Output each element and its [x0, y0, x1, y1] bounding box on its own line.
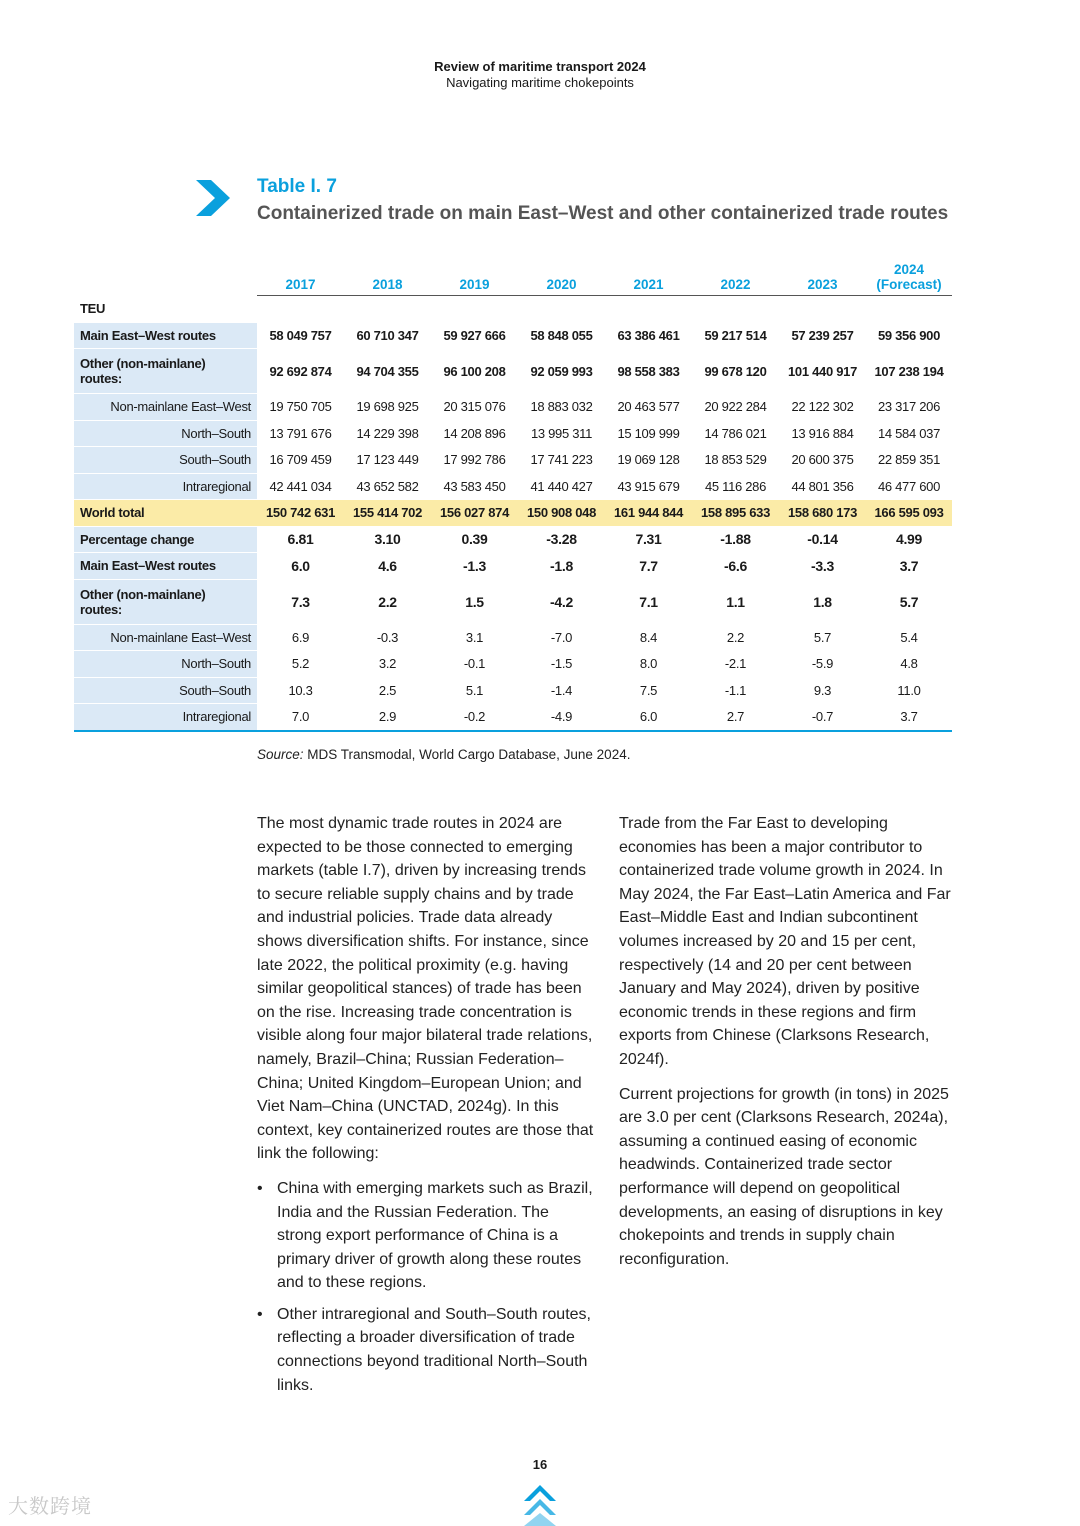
table-cell: 17 992 786	[431, 447, 518, 474]
table-row	[74, 447, 952, 474]
table-cell: 60 710 347	[344, 322, 431, 349]
publication-title: Review of maritime transport 2024	[434, 59, 646, 74]
table-row	[74, 420, 952, 447]
table-cell: 7.5	[605, 677, 692, 704]
year-header: 2018	[344, 262, 431, 296]
world-total-rows	[74, 500, 952, 527]
table-cell: 8.4	[605, 624, 692, 651]
table-cell: 20 315 076	[431, 394, 518, 421]
table-cell: 150 742 631	[257, 500, 344, 527]
table-cell: 101 440 917	[779, 349, 866, 394]
table-cell: 3.10	[344, 526, 431, 553]
table-cell: 107 238 194	[866, 349, 952, 394]
table-cell: 22 859 351	[866, 447, 952, 474]
table-cell: 6.9	[257, 624, 344, 651]
percentage-rows	[74, 526, 952, 731]
row-label: Other (non-mainlane) routes:	[74, 349, 257, 394]
row-label: North–South	[74, 420, 257, 447]
chevron-right-icon	[192, 178, 232, 218]
table-cell: 6.0	[605, 704, 692, 731]
table-cell: 5.1	[431, 677, 518, 704]
table-cell: 6.0	[257, 553, 344, 580]
table-cell: 19 750 705	[257, 394, 344, 421]
table-cell: 14 584 037	[866, 420, 952, 447]
table-title: Containerized trade on main East–West and other containerized trade routes	[257, 203, 949, 224]
watermark-logo: 大数跨境	[8, 1496, 92, 1518]
running-header	[0, 59, 1080, 91]
table-cell: -1.5	[518, 651, 605, 678]
table-cell: 5.7	[866, 579, 952, 624]
table-cell: 8.0	[605, 651, 692, 678]
table-cell: 20 922 284	[692, 394, 779, 421]
table-cell: 43 652 582	[344, 473, 431, 500]
table-cell: 4.6	[344, 553, 431, 580]
table-cell: 150 908 048	[518, 500, 605, 527]
table-cell: 41 440 427	[518, 473, 605, 500]
table-cell: 96 100 208	[431, 349, 518, 394]
table-row	[74, 579, 952, 624]
table-cell: 19 698 925	[344, 394, 431, 421]
row-label: South–South	[74, 677, 257, 704]
table-cell: -0.14	[779, 526, 866, 553]
table-cell: 1.1	[692, 579, 779, 624]
table-row	[74, 526, 952, 553]
table-cell: 58 049 757	[257, 322, 344, 349]
table-cell: 2.2	[344, 579, 431, 624]
table-cell: 7.0	[257, 704, 344, 731]
table-cell: -1.8	[518, 553, 605, 580]
table-row	[74, 553, 952, 580]
year-header: 2023	[779, 262, 866, 296]
table-header-row	[74, 262, 952, 296]
table-cell: 43 583 450	[431, 473, 518, 500]
table-cell: 158 895 633	[692, 500, 779, 527]
table-cell: 15 109 999	[605, 420, 692, 447]
table-cell: 92 692 874	[257, 349, 344, 394]
table-cell: -1.1	[692, 677, 779, 704]
table-cell: 14 208 896	[431, 420, 518, 447]
row-label: World total	[74, 500, 257, 527]
table-cell: 7.3	[257, 579, 344, 624]
year-header: 2021	[605, 262, 692, 296]
bullet-icon: •	[257, 1305, 263, 1323]
list-item: • Other intraregional and South–South routes, reflecting a broader diversification of trade connections beyond traditional North–South links.	[257, 1303, 597, 1397]
table-cell: 5.4	[866, 624, 952, 651]
table-cell: 14 786 021	[692, 420, 779, 447]
row-label: Percentage change	[74, 526, 257, 553]
forecast-year-header: 2024 (Forecast)	[866, 262, 952, 296]
publication-subtitle: Navigating maritime chokepoints	[446, 75, 634, 90]
table-cell: 2.2	[692, 624, 779, 651]
table-cell: 98 558 383	[605, 349, 692, 394]
table-cell: 18 853 529	[692, 447, 779, 474]
table-cell: -4.9	[518, 704, 605, 731]
table-cell: 17 741 223	[518, 447, 605, 474]
table-cell: 13 995 311	[518, 420, 605, 447]
table-cell: 16 709 459	[257, 447, 344, 474]
table-cell: 3.7	[866, 704, 952, 731]
table-cell: 5.2	[257, 651, 344, 678]
table-cell: 19 069 128	[605, 447, 692, 474]
table-row	[74, 677, 952, 704]
world-total-row	[74, 500, 952, 527]
page-number: 16	[532, 1457, 548, 1472]
row-label: South–South	[74, 447, 257, 474]
table-row	[74, 394, 952, 421]
table-cell: 23 317 206	[866, 394, 952, 421]
table-row	[74, 651, 952, 678]
row-label: Main East–West routes	[74, 553, 257, 580]
table-cell: 5.7	[779, 624, 866, 651]
row-label: North–South	[74, 651, 257, 678]
table-row	[74, 322, 952, 349]
table-cell: -1.88	[692, 526, 779, 553]
body-column-right	[619, 812, 959, 1282]
table-cell: 20 600 375	[779, 447, 866, 474]
bullet-list	[257, 1177, 597, 1397]
table-row	[74, 473, 952, 500]
table-cell: 7.1	[605, 579, 692, 624]
unit-row	[74, 296, 952, 323]
table-cell: 14 229 398	[344, 420, 431, 447]
year-header: 2017	[257, 262, 344, 296]
table-row	[74, 349, 952, 394]
table-cell: 94 704 355	[344, 349, 431, 394]
table-cell: -7.0	[518, 624, 605, 651]
table-cell: 92 059 993	[518, 349, 605, 394]
table-cell: 17 123 449	[344, 447, 431, 474]
table-cell: 0.39	[431, 526, 518, 553]
table-cell: -2.1	[692, 651, 779, 678]
table-cell: 2.7	[692, 704, 779, 731]
row-label: Non-mainlane East–West	[74, 394, 257, 421]
table-cell: 58 848 055	[518, 322, 605, 349]
table-cell: -5.9	[779, 651, 866, 678]
table-label: Table I. 7	[257, 176, 337, 197]
year-header: 2020	[518, 262, 605, 296]
table-cell: -3.3	[779, 553, 866, 580]
table-cell: -0.1	[431, 651, 518, 678]
table-cell: 7.31	[605, 526, 692, 553]
unit-label: TEU	[74, 296, 257, 323]
table-cell: 10.3	[257, 677, 344, 704]
table-cell: 99 678 120	[692, 349, 779, 394]
bullet-icon: •	[257, 1179, 263, 1197]
table-cell: 7.7	[605, 553, 692, 580]
body-paragraph: Trade from the Far East to developing economies has been a major contributor to containerized trade volume growth in 2024. In May 2024, the Far East–Latin America and Far East–Middle East and Indian subcontinent volumes increased by 20 and 15 per cent, respectively (14 and 20 per cent between January and May 2024), driven by positive economic trends in these regions and firm exports from Chinese (Clarksons Research, 2024f).	[619, 815, 951, 1068]
table-cell: 166 595 093	[866, 500, 952, 527]
table-cell: -3.28	[518, 526, 605, 553]
scroll-up-icon[interactable]	[520, 1483, 560, 1526]
table-cell: 13 916 884	[779, 420, 866, 447]
row-label: Non-mainlane East–West	[74, 624, 257, 651]
table-cell: 158 680 173	[779, 500, 866, 527]
table-cell: 6.81	[257, 526, 344, 553]
table-cell: 4.99	[866, 526, 952, 553]
table-cell: 42 441 034	[257, 473, 344, 500]
body-paragraph: The most dynamic trade routes in 2024 are expected to be those connected to emerging markets (table I.7), driven by increasing trends to secure reliable supply chains and by trade and industrial policies. Trade data already shows diversification shifts. For instance, since late 2022, the political proximity (e.g. having similar geopolitical stances) of trade has been on the rise. Increasing trade concentration is visible along four major bilateral trade relations, namely, Brazil–China; Russian Federation–China; United Kingdom–European Union; and Viet Nam–China (UNCTAD, 2024g). In this context, key containerized routes are those that link the following:	[257, 815, 594, 1163]
table-cell: 3.7	[866, 553, 952, 580]
table-cell: 161 944 844	[605, 500, 692, 527]
table-cell: -1.3	[431, 553, 518, 580]
table-cell: 46 477 600	[866, 473, 952, 500]
table-cell: 1.5	[431, 579, 518, 624]
table-cell: -0.3	[344, 624, 431, 651]
table-cell: 59 356 900	[866, 322, 952, 349]
row-label: Intraregional	[74, 704, 257, 731]
table-cell: -0.7	[779, 704, 866, 731]
table-cell: 59 927 666	[431, 322, 518, 349]
table-cell: -6.6	[692, 553, 779, 580]
row-label: Main East–West routes	[74, 322, 257, 349]
table-cell: 63 386 461	[605, 322, 692, 349]
table-cell: 2.9	[344, 704, 431, 731]
table-cell: 2.5	[344, 677, 431, 704]
table-row	[74, 704, 952, 731]
table-cell: 45 116 286	[692, 473, 779, 500]
table-cell: 156 027 874	[431, 500, 518, 527]
table-cell: 57 239 257	[779, 322, 866, 349]
table-cell: -0.2	[431, 704, 518, 731]
table-cell: 11.0	[866, 677, 952, 704]
table-cell: 43 915 679	[605, 473, 692, 500]
table-cell: -1.4	[518, 677, 605, 704]
body-column-left	[257, 812, 597, 1405]
year-header: 2022	[692, 262, 779, 296]
table-cell: 3.2	[344, 651, 431, 678]
row-label: Other (non-mainlane) routes:	[74, 579, 257, 624]
table-cell: 18 883 032	[518, 394, 605, 421]
list-item: • China with emerging markets such as Brazil, India and the Russian Federation. The strong export performance of China is a primary driver of growth along these routes and to these regions.	[257, 1177, 597, 1295]
table-cell: 44 801 356	[779, 473, 866, 500]
table-row	[74, 624, 952, 651]
table-cell: 155 414 702	[344, 500, 431, 527]
table-cell: 59 217 514	[692, 322, 779, 349]
table-cell: 9.3	[779, 677, 866, 704]
table-source: Source: MDS Transmodal, World Cargo Database, June 2024.	[257, 747, 631, 762]
table-cell: 22 122 302	[779, 394, 866, 421]
table-cell: 20 463 577	[605, 394, 692, 421]
body-paragraph: Current projections for growth (in tons) in 2025 are 3.0 per cent (Clarksons Research, 2024a), assuming a continued easing of economic headwinds. Containerized trade sector performance will depend on geopolitical developments, an easing of disruptions in key chokepoints and trends in supply chain reconfiguration.	[619, 1085, 949, 1268]
containerized-trade-table	[74, 262, 952, 732]
teu-rows	[74, 322, 952, 500]
table-cell: 13 791 676	[257, 420, 344, 447]
table-cell: 4.8	[866, 651, 952, 678]
year-header: 2019	[431, 262, 518, 296]
row-label: Intraregional	[74, 473, 257, 500]
table-cell: 1.8	[779, 579, 866, 624]
table-cell: -4.2	[518, 579, 605, 624]
table-cell: 3.1	[431, 624, 518, 651]
